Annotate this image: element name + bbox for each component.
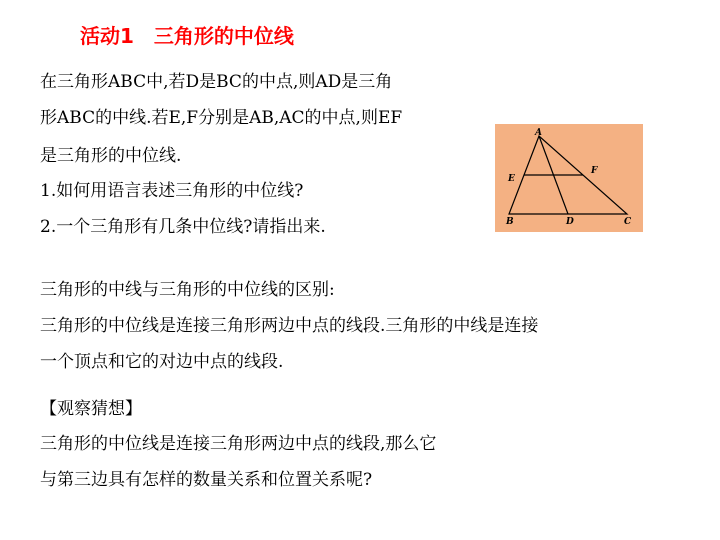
- question-1: 1.如何用语言表述三角形的中位线?: [40, 181, 304, 201]
- observe-line-2: 与第三边具有怎样的数量关系和位置关系呢?: [40, 470, 373, 490]
- label-d: D: [566, 217, 574, 227]
- intro-line-2: 形ABC的中线.若E,F分别是AB,AC的中点,则EF: [40, 108, 403, 128]
- difference-line-1: 三角形的中位线是连接三角形两边中点的线段.三角形的中线是连接: [40, 316, 539, 336]
- activity-title: 活动1 三角形的中位线: [80, 24, 294, 48]
- intro-line-1: 在三角形ABC中,若D是BC的中点,则AD是三角: [40, 72, 393, 92]
- observe-heading: 【观察猜想】: [40, 399, 142, 419]
- intro-line-3: 是三角形的中位线.: [40, 146, 182, 166]
- label-f: F: [591, 166, 598, 176]
- label-e: E: [508, 174, 515, 184]
- observe-line-1: 三角形的中位线是连接三角形两边中点的线段,那么它: [40, 434, 437, 454]
- label-a: A: [535, 128, 542, 138]
- label-c: C: [624, 217, 632, 227]
- triangle-figure: [495, 124, 643, 232]
- label-b: B: [506, 217, 514, 227]
- triangle-diagram: [495, 124, 643, 232]
- difference-heading: 三角形的中线与三角形的中位线的区别:: [40, 280, 335, 300]
- question-2: 2.一个三角形有几条中位线?请指出来.: [40, 217, 326, 237]
- difference-line-2: 一个顶点和它的对边中点的线段.: [40, 352, 284, 372]
